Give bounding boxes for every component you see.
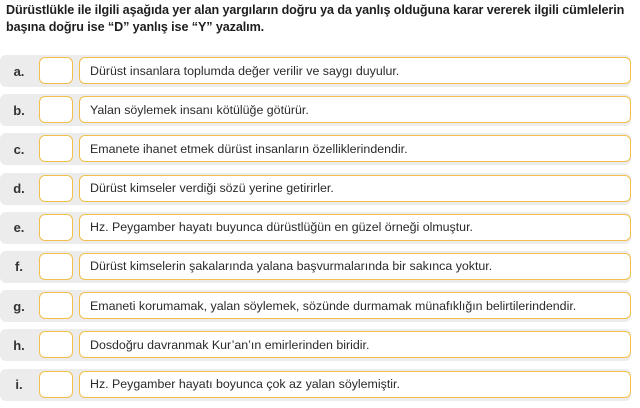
list-item: [0, 212, 631, 244]
statement-text: Dürüst kimselerin şakalarında yalana başvurmalarında bir sakınca yoktur.: [79, 253, 631, 280]
answer-box[interactable]: [39, 331, 73, 358]
list-item: [0, 94, 631, 126]
statement-text: Emanete ihanet etmek dürüst insanların özelliklerindendir.: [79, 135, 631, 162]
instruction-text: Dürüstlükle ile ilgili aşağıda yer alan yargıların doğru ya da yanlış olduğuna karar vererek ilgili cümlelerin başına doğru ise “D” yanlış ise “Y” yazalım.: [6, 3, 625, 34]
answer-box[interactable]: [39, 135, 73, 162]
list-item: [0, 251, 631, 283]
answer-box[interactable]: [39, 96, 73, 123]
list-item: [0, 133, 631, 165]
item-letter: h.: [13, 337, 25, 353]
statement-text: Dosdoğru davranmak Kur’an’ın emirlerinden biridir.: [79, 331, 631, 358]
list-item: [0, 329, 631, 361]
statement-text: Emaneti korumamak, yalan söylemek, sözünde durmamak münafıklığın belirtilerindendir.: [79, 292, 631, 319]
statement-text: Dürüst insanlara toplumda değer verilir ve saygı duyulur.: [79, 57, 631, 84]
list-item: [0, 369, 631, 401]
item-letter: e.: [13, 220, 25, 236]
list-item: [0, 55, 631, 87]
answer-box[interactable]: [39, 253, 73, 280]
item-letter: f.: [15, 259, 23, 275]
item-letter: g.: [13, 298, 25, 314]
answer-box[interactable]: [39, 371, 73, 398]
list-item: [0, 290, 631, 322]
statement-text: Yalan söylemek insanı kötülüğe götürür.: [79, 96, 631, 123]
item-letter: i.: [15, 377, 23, 392]
answer-box[interactable]: [39, 57, 73, 84]
answer-box[interactable]: [39, 292, 73, 319]
statement-text: Hz. Peygamber hayatı boyunca çok az yalan söylemiştir.: [79, 371, 631, 398]
statement-list: [0, 55, 640, 408]
item-letter: a.: [13, 63, 25, 79]
answer-box[interactable]: [39, 175, 73, 202]
statement-text: Hz. Peygamber hayatı buyunca dürüstlüğün en güzel örneği olmuştur.: [79, 214, 631, 241]
item-letter: c.: [13, 141, 25, 157]
item-letter: b.: [13, 102, 25, 118]
list-item: [0, 173, 631, 205]
statement-text: Dürüst kimseler verdiği sözü yerine getirirler.: [79, 175, 631, 202]
item-letter: d.: [13, 181, 25, 197]
answer-box[interactable]: [39, 214, 73, 241]
